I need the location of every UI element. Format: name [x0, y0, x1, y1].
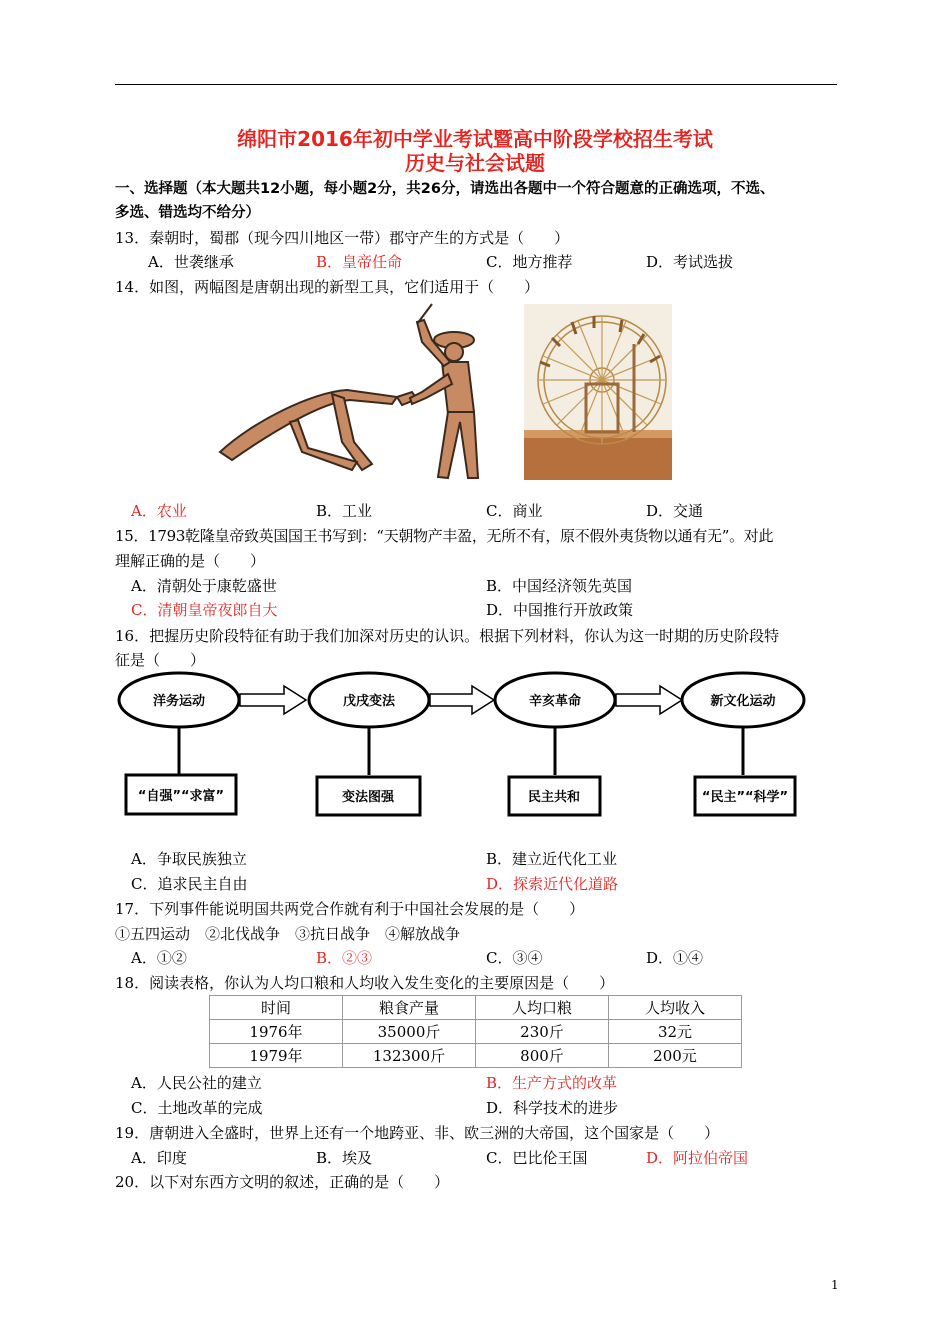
q18-option-c: C．土地改革的完成: [131, 1099, 263, 1117]
event-label-2: 戊戌变法: [342, 694, 396, 709]
q14-option-b: B．工业: [316, 502, 373, 520]
q17-option-d: D．①④: [646, 949, 704, 967]
history-stage-diagram: [116, 670, 836, 820]
q19-option-c: C．巴比伦王国: [486, 1149, 588, 1167]
event-label-3: 辛亥革命: [528, 694, 582, 709]
q16-option-c: C．追求民主自由: [131, 875, 248, 893]
exam-title: 绵阳市2016年初中学业考试暨高中阶段学校招生考试: [237, 127, 713, 151]
slogan-label-2: 变法图强: [341, 790, 395, 805]
arrow-1: [240, 686, 306, 714]
q16-option-d: D．探索近代化道路: [486, 875, 619, 893]
table-cell: 200元: [609, 1044, 742, 1068]
q19-option-a: A．印度: [131, 1149, 187, 1167]
table-header-cell: 人均收入: [609, 996, 742, 1020]
table-header-cell: 人均口粮: [476, 996, 609, 1020]
q15-option-b: B．中国经济领先英国: [486, 577, 633, 595]
table-row: [210, 1044, 742, 1068]
slogan-label-3: 民主共和: [527, 790, 581, 805]
slogan-label-1: “自强”“求富”: [137, 789, 225, 804]
page-number: 1: [831, 1278, 839, 1292]
arrow-3: [616, 686, 682, 714]
q18-option-d: D．科学技术的进步: [486, 1099, 619, 1117]
q17-stem: 17．下列事件能说明国共两党合作就有利于中国社会发展的是（ ）: [115, 900, 585, 918]
q13-stem: 13．秦朝时，蜀郡（现今四川地区一带）郡守产生的方式是（ ）: [115, 229, 570, 247]
event-label-4: 新文化运动: [710, 694, 776, 709]
table-header-row: [210, 996, 742, 1020]
table-cell: 230斤: [476, 1020, 609, 1044]
q13-option-a: A．世袭继承: [148, 253, 234, 271]
slogan-label-4: “民主”“科学”: [701, 790, 789, 805]
table-header-cell: 时间: [210, 996, 343, 1020]
table-cell: 32元: [609, 1020, 742, 1044]
q15-option-d: D．中国推行开放政策: [486, 601, 634, 619]
q14-option-a: A．农业: [131, 502, 187, 520]
q17-option-c: C．③④: [486, 949, 543, 967]
q18-option-b: B．生产方式的改革: [486, 1074, 618, 1092]
q14-option-d: D．交通: [646, 502, 704, 520]
table-header-cell: 粮食产量: [343, 996, 476, 1020]
q13-option-b: B．皇帝任命: [316, 253, 403, 271]
q15-option-c: C．清朝皇帝夜郎自大: [131, 601, 278, 619]
q16-option-a: A．争取民族独立: [131, 850, 247, 868]
table-cell: 35000斤: [343, 1020, 476, 1044]
q18-option-a: A．人民公社的建立: [131, 1074, 262, 1092]
q13-option-c: C．地方推荐: [486, 253, 573, 271]
event-label-1: 洋务运动: [152, 694, 206, 709]
section-instruction-line1: 一、选择题（本大题共12小题，每小题2分，共26分，请选出各题中一个符合题意的正确选项，不选、: [115, 181, 775, 197]
q18-stem: 18．阅读表格，你认为人均口粮和人均收入发生变化的主要原因是（ ）: [115, 974, 615, 992]
table-cell: 132300斤: [343, 1044, 476, 1068]
exam-subtitle: 历史与社会试题: [405, 151, 545, 175]
q17-option-b: B．②③: [316, 949, 373, 967]
table-row: [210, 1020, 742, 1044]
waterwheel-image: [524, 304, 672, 480]
q19-option-d: D．阿拉伯帝国: [646, 1149, 749, 1167]
table-cell: 1979年: [210, 1044, 343, 1068]
q15-stem-line1: 15．1793乾隆皇帝致英国国王书写到：“天朝物产丰盈，无所不有，原不假外夷货物以通有无”。对此: [115, 527, 774, 545]
q16-stem-line2: 征是（ ）: [115, 651, 206, 669]
q17-option-a: A．①②: [131, 949, 187, 967]
q20-stem: 20．以下对东西方文明的叙述，正确的是（ ）: [115, 1173, 450, 1191]
table-cell: 1976年: [210, 1020, 343, 1044]
grain-income-table: [209, 995, 742, 1068]
q16-option-b: B．建立近代化工业: [486, 850, 618, 868]
section-instruction-line2: 多选、错选均不给分）: [115, 205, 260, 221]
arrow-2: [430, 686, 494, 714]
q16-stem-line1: 16．把握历史阶段特征有助于我们加深对历史的认识。根据下列材料，你认为这一时期的历史阶段特: [115, 627, 780, 645]
q19-option-b: B．埃及: [316, 1149, 373, 1167]
q15-option-a: A．清朝处于康乾盛世: [131, 577, 277, 595]
q15-stem-line2: 理解正确的是（ ）: [115, 552, 266, 570]
q17-items: ①五四运动 ②北伐战争 ③抗日战争 ④解放战争: [115, 925, 461, 943]
q14-option-c: C．商业: [486, 502, 543, 520]
q13-option-d: D．考试选拔: [646, 253, 734, 271]
q19-stem: 19．唐朝进入全盛时，世界上还有一个地跨亚、非、欧三洲的大帝国，这个国家是（ ）: [115, 1124, 720, 1142]
curved-plough-image: [212, 302, 494, 484]
q14-stem: 14．如图，两幅图是唐朝出现的新型工具，它们适用于（ ）: [115, 278, 540, 296]
header-rule: [115, 84, 837, 85]
table-cell: 800斤: [476, 1044, 609, 1068]
